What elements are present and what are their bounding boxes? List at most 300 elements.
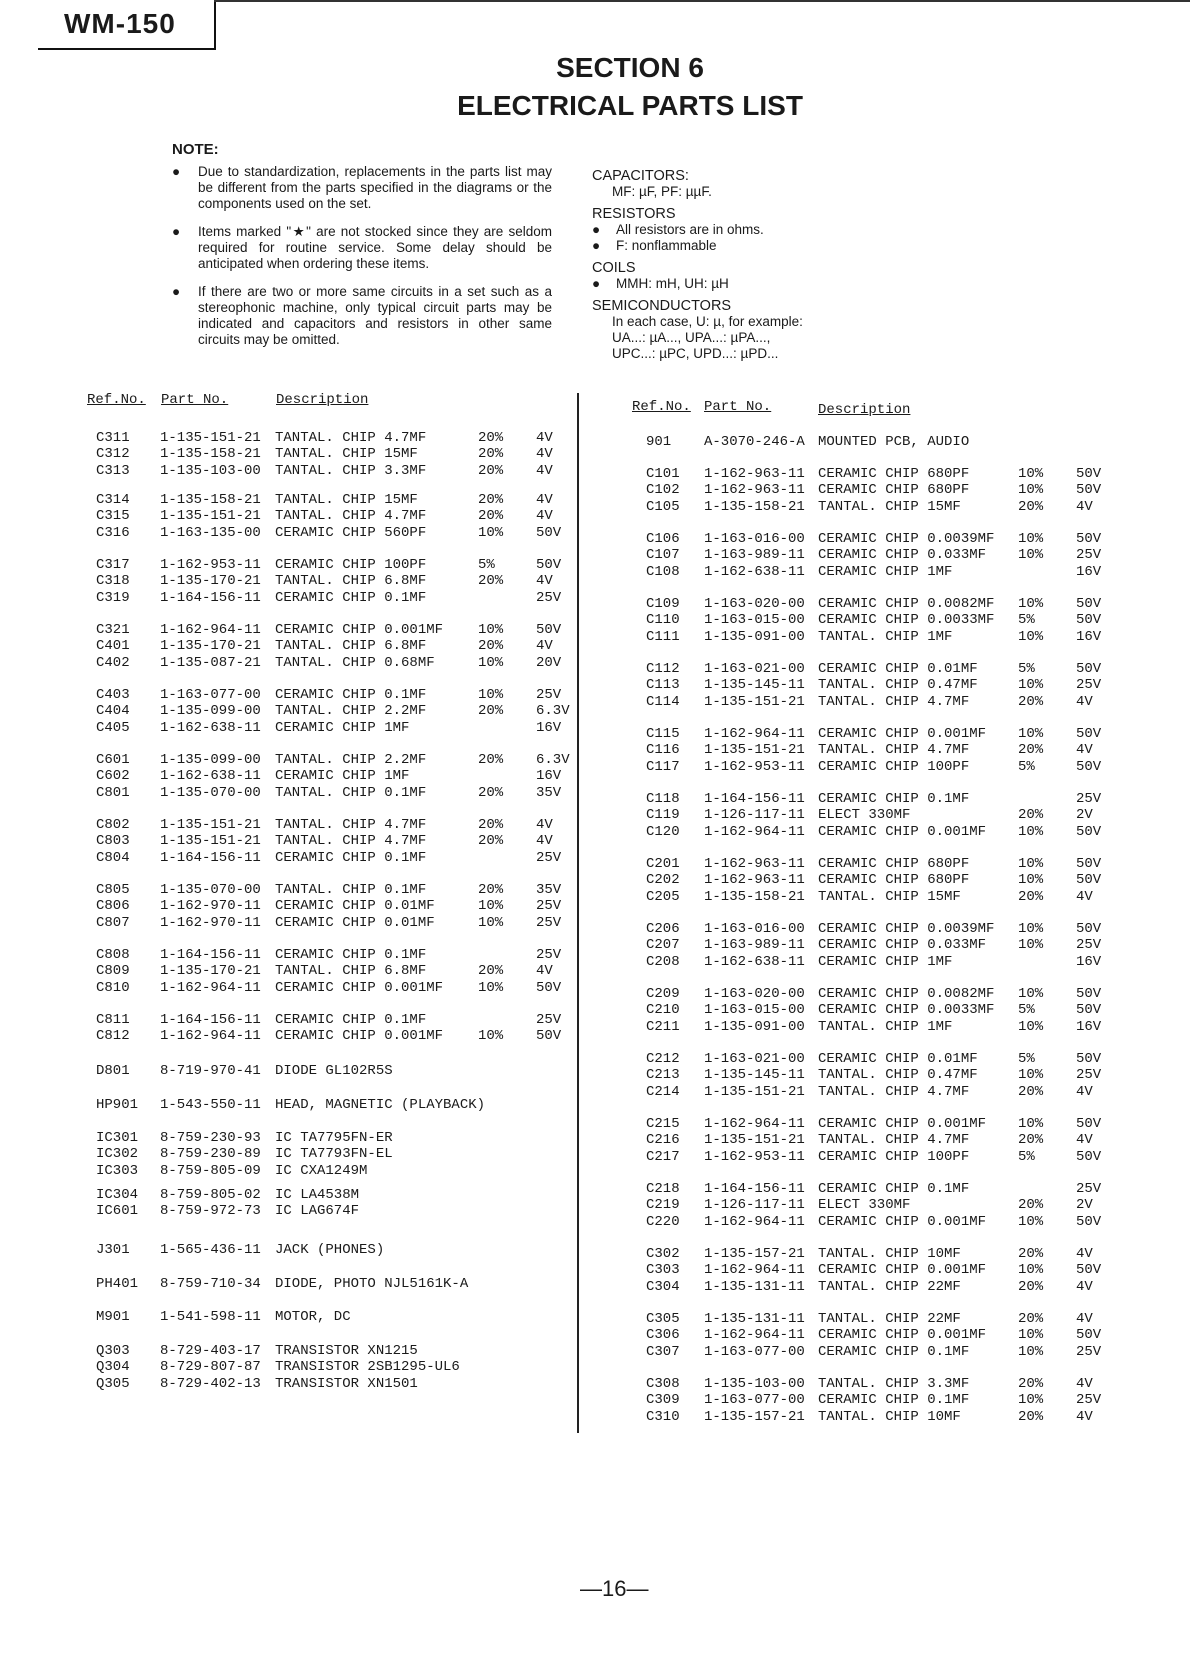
semiconductors-line: UA...: µA..., UPA...: µPA..., — [612, 330, 771, 345]
bullet-icon: ● — [172, 164, 181, 179]
part-no: 1-162-638-11 — [160, 768, 261, 785]
voltage: 50V — [1076, 872, 1102, 889]
top-rule — [214, 0, 1190, 2]
voltage: 50V — [536, 524, 562, 541]
description: CERAMIC CHIP 0.1MF — [818, 791, 970, 807]
part-no: 1-163-077-00 — [160, 687, 261, 703]
tolerance: 10% — [478, 622, 504, 638]
ref-no: IC303 — [96, 1162, 139, 1179]
part-no: 8-729-403-17 — [160, 1343, 261, 1359]
part-no: 1-163-989-11 — [704, 547, 805, 564]
voltage: 4V — [1076, 1083, 1093, 1100]
description: IC LAG674F — [275, 1203, 360, 1220]
tolerance: 10% — [478, 898, 504, 915]
tolerance: 20% — [478, 833, 504, 850]
notes-block — [172, 142, 552, 360]
part-no: 1-565-436-11 — [160, 1242, 261, 1258]
part-no: 1-126-117-11 — [704, 807, 805, 824]
voltage: 2V — [1076, 1197, 1093, 1214]
voltage: 4V — [1076, 1246, 1093, 1262]
tolerance: 10% — [1018, 1067, 1044, 1084]
tolerance: 5% — [1018, 1002, 1035, 1019]
ref-no: C110 — [646, 612, 680, 629]
tolerance: 10% — [1018, 921, 1044, 937]
units-legend — [592, 168, 892, 362]
part-no: 1-163-077-00 — [704, 1343, 805, 1360]
description: IC TA7795FN-ER — [275, 1130, 393, 1146]
part-no: 1-164-156-11 — [160, 947, 261, 963]
tolerance: 5% — [1018, 758, 1035, 775]
ref-no: C105 — [646, 498, 680, 515]
description: CERAMIC CHIP 0.1MF — [818, 1343, 970, 1360]
voltage: 50V — [536, 979, 562, 996]
tolerance: 5% — [478, 557, 495, 573]
tolerance: 10% — [478, 979, 504, 996]
tolerance: 20% — [1018, 1311, 1044, 1327]
part-no: 1-163-016-00 — [704, 531, 805, 547]
ref-no: C602 — [96, 768, 130, 785]
ref-no: IC301 — [96, 1130, 139, 1146]
coils-item: ● MMH: mH, UH: µH — [592, 276, 729, 291]
ref-no: C216 — [646, 1132, 680, 1149]
resistors-heading: RESISTORS — [592, 206, 676, 222]
description: TANTAL. CHIP 0.47MF — [818, 1067, 978, 1084]
voltage: 4V — [1076, 1376, 1093, 1392]
ref-no: C208 — [646, 953, 680, 970]
voltage: 6.3V — [536, 752, 570, 768]
ref-no: C205 — [646, 888, 680, 905]
ref-no: C209 — [646, 986, 680, 1002]
description: TANTAL. CHIP 6.8MF — [275, 963, 427, 980]
voltage: 4V — [1076, 1278, 1093, 1295]
description: TANTAL. CHIP 2.2MF — [275, 752, 427, 768]
description: TANTAL. CHIP 6.8MF — [275, 573, 427, 590]
part-no: 1-135-158-21 — [704, 498, 805, 515]
tolerance: 10% — [1018, 937, 1044, 954]
tolerance: 20% — [1018, 498, 1044, 515]
voltage: 4V — [1076, 498, 1093, 515]
part-no: 1-543-550-11 — [160, 1097, 261, 1113]
description: TANTAL. CHIP 22MF — [818, 1311, 961, 1327]
ref-no: C318 — [96, 573, 130, 590]
tolerance: 20% — [478, 508, 504, 525]
ref-no: C321 — [96, 622, 130, 638]
voltage: 50V — [1076, 986, 1102, 1002]
note-item: ● Items marked "★" are not stocked since they are seldom required for routine service. Some delay should be anticipated when ordering these items. — [172, 224, 552, 271]
tolerance: 10% — [1018, 1213, 1044, 1230]
tolerance: 10% — [1018, 677, 1044, 694]
ref-no: IC302 — [96, 1146, 139, 1163]
voltage: 50V — [536, 622, 562, 638]
voltage: 50V — [536, 1028, 562, 1045]
tolerance: 10% — [1018, 1392, 1044, 1409]
description: TANTAL. CHIP 4.7MF — [275, 833, 427, 850]
voltage: 25V — [1076, 791, 1102, 807]
description: CERAMIC CHIP 0.0082MF — [818, 596, 995, 612]
part-no: 1-162-953-11 — [704, 1148, 805, 1165]
tolerance: 10% — [478, 524, 504, 541]
coils-heading: COILS — [592, 260, 636, 276]
ref-no: Q305 — [96, 1375, 130, 1392]
part-no: 1-135-151-21 — [160, 833, 261, 850]
voltage: 4V — [536, 817, 553, 833]
description: CERAMIC CHIP 0.0082MF — [818, 986, 995, 1002]
voltage: 16V — [1076, 1018, 1102, 1035]
ref-no: C115 — [646, 726, 680, 742]
description: CERAMIC CHIP 0.0039MF — [818, 921, 995, 937]
description: TANTAL. CHIP 10MF — [818, 1246, 961, 1262]
voltage: 4V — [1076, 1132, 1093, 1149]
description: TANTAL. CHIP 4.7MF — [275, 508, 427, 525]
tolerance: 10% — [1018, 531, 1044, 547]
header-ref-left: Ref.No. — [87, 392, 146, 408]
part-no: 1-135-103-00 — [160, 462, 261, 479]
model-name: WM-150 — [64, 8, 176, 39]
voltage: 25V — [536, 687, 562, 703]
part-no: 1-135-151-21 — [704, 1132, 805, 1149]
ref-no: C219 — [646, 1197, 680, 1214]
ref-no: C114 — [646, 693, 680, 710]
tolerance: 10% — [478, 1028, 504, 1045]
ref-no: C304 — [646, 1278, 680, 1295]
part-no: 1-135-151-21 — [160, 508, 261, 525]
description: TRANSISTOR XN1215 — [275, 1343, 418, 1359]
ref-no: C313 — [96, 462, 130, 479]
ref-no: IC304 — [96, 1187, 139, 1203]
voltage: 50V — [1076, 1148, 1102, 1165]
ref-no: C311 — [96, 430, 130, 446]
part-no: 1-162-963-11 — [704, 856, 805, 872]
part-no: 8-759-805-09 — [160, 1162, 261, 1179]
part-no: 8-759-230-89 — [160, 1146, 261, 1163]
voltage: 16V — [1076, 563, 1102, 580]
part-no: 1-135-170-21 — [160, 963, 261, 980]
voltage: 25V — [536, 898, 562, 915]
bullet-icon: ● — [592, 222, 601, 237]
part-no: 8-759-972-73 — [160, 1203, 261, 1220]
header-desc-right: Description — [818, 402, 911, 418]
part-no: 1-135-151-21 — [160, 430, 261, 446]
part-no: 1-135-131-11 — [704, 1278, 805, 1295]
part-no: 8-729-402-13 — [160, 1375, 261, 1392]
ref-no: C218 — [646, 1181, 680, 1197]
part-no: 1-162-963-11 — [704, 482, 805, 499]
voltage: 25V — [536, 1012, 562, 1028]
tolerance: 20% — [478, 446, 504, 463]
semiconductors-heading: SEMICONDUCTORS — [592, 298, 732, 314]
part-no: 1-162-963-11 — [704, 466, 805, 482]
part-no: 1-162-964-11 — [704, 1213, 805, 1230]
voltage: 25V — [536, 914, 562, 931]
voltage: 4V — [536, 508, 553, 525]
description: CERAMIC CHIP 0.033MF — [818, 937, 987, 954]
description: TANTAL. CHIP 0.68MF — [275, 654, 435, 671]
voltage: 25V — [536, 947, 562, 963]
voltage: 4V — [1076, 742, 1093, 759]
tolerance: 20% — [1018, 807, 1044, 824]
tolerance: 10% — [1018, 1116, 1044, 1132]
description: CERAMIC CHIP 0.0039MF — [818, 531, 995, 547]
header-ref-right: Ref.No. — [632, 399, 691, 415]
description: MOTOR, DC — [275, 1309, 351, 1325]
bullet-icon: ● — [172, 224, 181, 239]
part-no: 1-163-020-00 — [704, 596, 805, 612]
ref-no: C811 — [96, 1012, 130, 1028]
ref-no: C109 — [646, 596, 680, 612]
ref-no: C113 — [646, 677, 680, 694]
part-no: 1-162-970-11 — [160, 914, 261, 931]
ref-no: C302 — [646, 1246, 680, 1262]
description: CERAMIC CHIP 0.001MF — [818, 1262, 987, 1279]
ref-no: J301 — [96, 1242, 130, 1258]
description: TANTAL. CHIP 2.2MF — [275, 703, 427, 720]
voltage: 4V — [536, 492, 553, 508]
ref-no: C314 — [96, 492, 130, 508]
ref-no: C807 — [96, 914, 130, 931]
part-no: 1-162-964-11 — [160, 622, 261, 638]
tolerance: 10% — [1018, 628, 1044, 645]
part-no: 1-135-091-00 — [704, 628, 805, 645]
description: TRANSISTOR 2SB1295-UL6 — [275, 1359, 460, 1376]
description: IC CXA1249M — [275, 1162, 368, 1179]
description: TANTAL. CHIP 0.47MF — [818, 677, 978, 694]
part-no: 1-135-087-21 — [160, 654, 261, 671]
tolerance: 20% — [1018, 693, 1044, 710]
ref-no: C812 — [96, 1028, 130, 1045]
voltage: 50V — [1076, 531, 1102, 547]
description: CERAMIC CHIP 100PF — [818, 758, 970, 775]
ref-no: C107 — [646, 547, 680, 564]
ref-no: C308 — [646, 1376, 680, 1392]
part-no: 1-162-970-11 — [160, 898, 261, 915]
page-number: —16— — [580, 1576, 649, 1601]
ref-no: C118 — [646, 791, 680, 807]
description: CERAMIC CHIP 0.1MF — [275, 687, 427, 703]
voltage: 25V — [1076, 1181, 1102, 1197]
description: TANTAL. CHIP 0.1MF — [275, 882, 427, 898]
capacitors-text: MF: µF, PF: µµF. — [612, 184, 712, 199]
part-no: 1-135-145-11 — [704, 677, 805, 694]
tolerance: 20% — [1018, 1246, 1044, 1262]
description: CERAMIC CHIP 0.1MF — [275, 1012, 427, 1028]
part-no: 1-162-964-11 — [704, 1327, 805, 1344]
description: CERAMIC CHIP 0.0033MF — [818, 612, 995, 629]
tolerance: 20% — [1018, 1408, 1044, 1425]
description: IC TA7793FN-EL — [275, 1146, 393, 1163]
capacitors-heading: CAPACITORS: — [592, 168, 689, 184]
part-no: 1-135-099-00 — [160, 752, 261, 768]
description: TANTAL. CHIP 0.1MF — [275, 784, 427, 801]
part-no: 1-135-151-21 — [160, 817, 261, 833]
description: TANTAL. CHIP 4.7MF — [818, 1083, 970, 1100]
tolerance: 10% — [1018, 482, 1044, 499]
ref-no: D801 — [96, 1063, 130, 1079]
ref-no: C213 — [646, 1067, 680, 1084]
ref-no: M901 — [96, 1309, 130, 1325]
tolerance: 10% — [1018, 547, 1044, 564]
description: CERAMIC CHIP 0.01MF — [818, 1051, 978, 1067]
part-no: 1-135-099-00 — [160, 703, 261, 720]
ref-no: Q303 — [96, 1343, 130, 1359]
description: TANTAL. CHIP 15MF — [275, 446, 418, 463]
voltage: 50V — [1076, 758, 1102, 775]
part-no: 1-162-964-11 — [704, 1116, 805, 1132]
voltage: 50V — [1076, 1002, 1102, 1019]
description: TANTAL. CHIP 4.7MF — [275, 430, 427, 446]
ref-no: Q304 — [96, 1359, 130, 1376]
ref-no: C307 — [646, 1343, 680, 1360]
description: TANTAL. CHIP 1MF — [818, 628, 953, 645]
voltage: 2V — [1076, 807, 1093, 824]
ref-no: C120 — [646, 823, 680, 840]
tolerance: 10% — [1018, 726, 1044, 742]
tolerance: 5% — [1018, 661, 1035, 677]
tolerance: 10% — [1018, 823, 1044, 840]
voltage: 4V — [1076, 1408, 1093, 1425]
ref-no: C217 — [646, 1148, 680, 1165]
voltage: 50V — [1076, 823, 1102, 840]
header-part-right: Part No. — [704, 399, 772, 415]
part-no: 1-164-156-11 — [160, 1012, 261, 1028]
tolerance: 20% — [478, 430, 504, 446]
ref-no: C315 — [96, 508, 130, 525]
note-item: ● Due to standardization, replacements in the parts list may be different from the parts specified in the diagrams or the components used on the set. — [172, 164, 552, 211]
voltage: 4V — [536, 462, 553, 479]
tolerance: 20% — [478, 882, 504, 898]
part-no: 1-164-156-11 — [704, 1181, 805, 1197]
header-part-left: Part No. — [161, 392, 229, 408]
voltage: 4V — [536, 833, 553, 850]
ref-no: C404 — [96, 703, 130, 720]
tolerance: 10% — [1018, 1343, 1044, 1360]
ref-no: C111 — [646, 628, 680, 645]
part-no: 1-163-015-00 — [704, 612, 805, 629]
tolerance: 10% — [1018, 1262, 1044, 1279]
tolerance: 20% — [478, 963, 504, 980]
voltage: 35V — [536, 784, 562, 801]
part-no: 1-162-964-11 — [160, 979, 261, 996]
ref-no: C116 — [646, 742, 680, 759]
voltage: 25V — [1076, 937, 1102, 954]
part-no: 1-135-170-21 — [160, 638, 261, 655]
description: TANTAL. CHIP 3.3MF — [275, 462, 427, 479]
part-no: 1-162-964-11 — [704, 1262, 805, 1279]
part-no: 1-162-953-11 — [704, 758, 805, 775]
tolerance: 5% — [1018, 1051, 1035, 1067]
part-no: 1-135-158-21 — [160, 492, 261, 508]
description: IC LA4538M — [275, 1187, 360, 1203]
description: TANTAL. CHIP 4.7MF — [818, 1132, 970, 1149]
part-no: 1-135-145-11 — [704, 1067, 805, 1084]
part-no: 8-719-970-41 — [160, 1063, 261, 1079]
part-no: 1-135-131-11 — [704, 1311, 805, 1327]
ref-no: C206 — [646, 921, 680, 937]
description: CERAMIC CHIP 0.01MF — [275, 914, 435, 931]
voltage: 25V — [536, 849, 562, 866]
tolerance: 20% — [1018, 1083, 1044, 1100]
voltage: 4V — [536, 573, 553, 590]
header-desc-left: Description — [276, 392, 369, 408]
resistors-item: ● F: nonflammable — [592, 238, 717, 253]
voltage: 6.3V — [536, 703, 570, 720]
tolerance: 20% — [478, 492, 504, 508]
description: TANTAL. CHIP 15MF — [818, 888, 961, 905]
description: CERAMIC CHIP 0.01MF — [275, 898, 435, 915]
part-no: 1-162-638-11 — [704, 953, 805, 970]
description: CERAMIC CHIP 1MF — [818, 563, 953, 580]
ref-no: C316 — [96, 524, 130, 541]
tolerance: 20% — [1018, 1197, 1044, 1214]
tolerance: 10% — [1018, 466, 1044, 482]
ref-no: C309 — [646, 1392, 680, 1409]
tolerance: 20% — [478, 573, 504, 590]
part-no: 1-135-170-21 — [160, 573, 261, 590]
description: TANTAL. CHIP 22MF — [818, 1278, 961, 1295]
part-no: 1-162-638-11 — [160, 719, 261, 736]
description: CERAMIC CHIP 0.001MF — [818, 1116, 987, 1132]
voltage: 4V — [536, 430, 553, 446]
ref-no: C210 — [646, 1002, 680, 1019]
ref-no: C106 — [646, 531, 680, 547]
voltage: 50V — [1076, 596, 1102, 612]
ref-no: C319 — [96, 589, 130, 606]
voltage: 25V — [1076, 1392, 1102, 1409]
description: ELECT 330MF — [818, 807, 911, 824]
part-no: 8-729-807-87 — [160, 1359, 261, 1376]
ref-no: C117 — [646, 758, 680, 775]
description: CERAMIC CHIP 0.1MF — [818, 1392, 970, 1409]
ref-no: HP901 — [96, 1097, 139, 1113]
voltage: 50V — [1076, 661, 1102, 677]
tolerance: 20% — [478, 462, 504, 479]
description: CERAMIC CHIP 0.033MF — [818, 547, 987, 564]
semiconductors-line: In each case, U: µ, for example: — [612, 314, 803, 329]
description: CERAMIC CHIP 680PF — [818, 872, 970, 889]
voltage: 50V — [1076, 921, 1102, 937]
description: TANTAL. CHIP 10MF — [818, 1408, 961, 1425]
section-number: SECTION 6 — [556, 52, 704, 83]
ref-no: C405 — [96, 719, 130, 736]
voltage: 50V — [1076, 1327, 1102, 1344]
description: CERAMIC CHIP 1MF — [275, 768, 410, 785]
tolerance: 20% — [478, 638, 504, 655]
voltage: 4V — [1076, 888, 1093, 905]
ref-no: C202 — [646, 872, 680, 889]
tolerance: 10% — [478, 687, 504, 703]
description: CERAMIC CHIP 680PF — [818, 856, 970, 872]
description: HEAD, MAGNETIC (PLAYBACK) — [275, 1097, 486, 1113]
ref-no: C119 — [646, 807, 680, 824]
ref-no: C805 — [96, 882, 130, 898]
part-no: 1-163-989-11 — [704, 937, 805, 954]
ref-no: C102 — [646, 482, 680, 499]
ref-no: C810 — [96, 979, 130, 996]
voltage: 50V — [1076, 1213, 1102, 1230]
ref-no: C802 — [96, 817, 130, 833]
tolerance: 20% — [1018, 742, 1044, 759]
part-no: 1-162-964-11 — [704, 823, 805, 840]
part-no: 1-541-598-11 — [160, 1309, 261, 1325]
tolerance: 10% — [1018, 1018, 1044, 1035]
part-no: 1-126-117-11 — [704, 1197, 805, 1214]
voltage: 16V — [1076, 953, 1102, 970]
tolerance: 20% — [1018, 1132, 1044, 1149]
description: TANTAL. CHIP 1MF — [818, 1018, 953, 1035]
ref-no: C211 — [646, 1018, 680, 1035]
part-no: 1-162-953-11 — [160, 557, 261, 573]
voltage: 50V — [1076, 482, 1102, 499]
part-no: 1-163-135-00 — [160, 524, 261, 541]
